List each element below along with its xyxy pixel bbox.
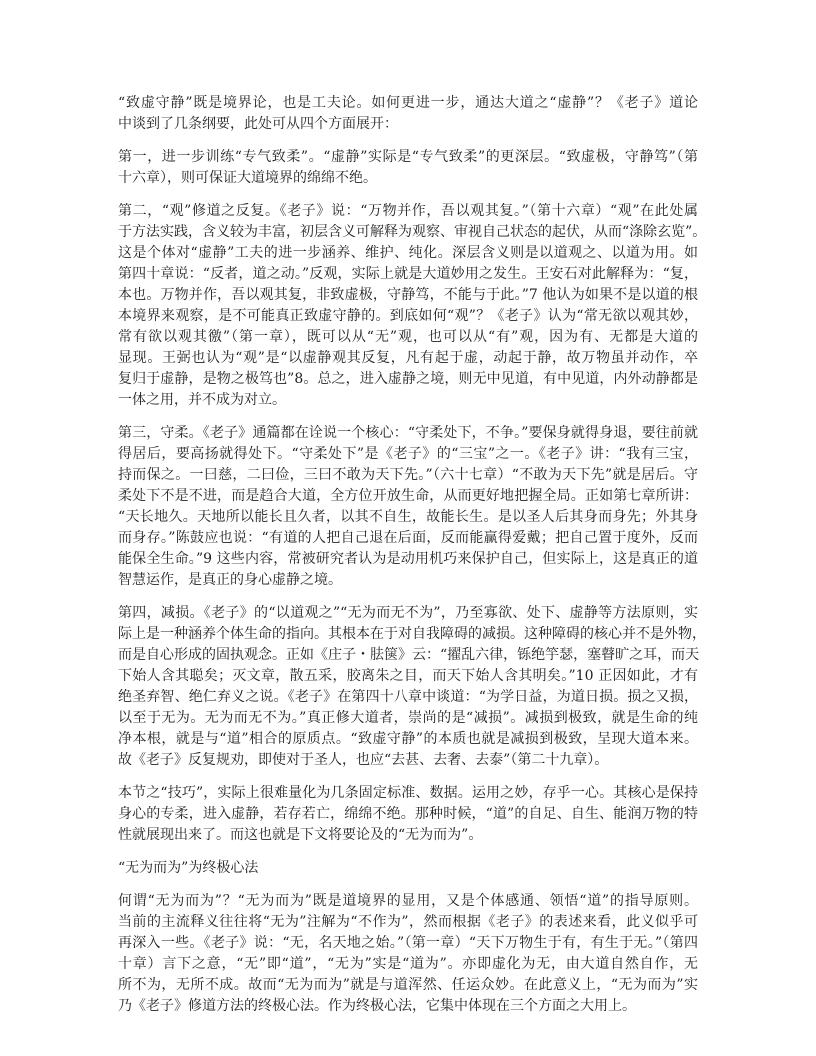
text-line: 于方法实践，含义较为丰富，初层含义可解释为观察、审视自己状态的起伏，从而“涤除玄览”。 [118,224,707,240]
text-line: 而身存。”陈鼓应也说：“有道的人把自己退在后面，反而能赢得爱戴；把自己置于度外，反而 [118,530,698,546]
heading-text: “无为而为”为终极心法 [118,860,259,876]
text-line: 一体之用，并不成为对立。 [118,392,286,408]
text-line: 本节之“技巧”，实际上很难量化为几条固定标准、数据。运用之妙，存乎一心。其核心是保持 [118,785,698,801]
text-line: 本境界来观察，是不可能真正致虚守静的。到底如何“观”？《老子》认为“常无欲以观其妙， [118,308,698,324]
text-line: 第二，“观”修道之反复。《老子》说：“万物并作，吾以观其复。”（第十六章）“观”在此处属 [118,203,698,219]
text-line: 显现。王弼也认为“观”是“以虚静观其反复，凡有起于虚，动起于静，故万物虽并动作，卒 [118,350,698,366]
text-line: 第三，守柔。《老子》通篇都在诠说一个核心：“守柔处下，不争。”要保身就得身退，要往前就 [118,425,698,441]
text-line: 所不为，无所不成。故而“无为而为”就是与道浑然、任运众妙。在此意义上，“无为而为”实 [118,977,698,993]
text-line: 当前的主流释义往往将“无为”注解为“不作为”，然而根据《老子》的表述来看，此义似乎可 [118,914,698,930]
paragraph [118,423,698,591]
text-line: 第四，减损。《老子》的“以道观之”“无为而无不为”，乃至寡欲、处下、虚静等方法原则，实 [118,605,698,621]
text-line: 持而保之。一曰慈，二曰俭，三曰不敢为天下先。”（六十七章）“不敢为天下先”就是居后。守 [118,467,698,483]
text-line: “天长地久。天地所以能长且久者，以其不自生，故能长生。是以圣人后其身而身先；外其身 [118,509,698,525]
document-body [118,93,707,1029]
paragraph [118,603,706,771]
section-heading [118,858,698,879]
text-line: 故《老子》反复规劝，即使对于圣人，也应“去甚、去奢、去泰”（第二十九章）。 [118,752,609,768]
text-line: 第一，进一步训练“专气致柔”。“虚静”实际是“专气致柔”的更深层。“致虚极，守静笃”（第 [118,149,698,165]
text-line: 十章）言下之意，“无”即“道”，“无为”实是“道为”。亦即虚化为无，由大道自然自作，无 [118,956,698,972]
text-line: 下始人含其聪矣；灭文章，散五采，胶离朱之目，而天下始人含其明矣。”10 正因如此，才有 [118,668,698,684]
paragraph [118,93,698,135]
text-line: 中谈到了几条纲要，此处可从四个方面展开： [118,116,398,132]
text-line: 性就展现出来了。而这也就是下文将要论及的“无为而为”。 [118,827,483,843]
text-line: 乃《老子》修道方法的终极心法。作为终极心法，它集中体现在三个方面之大用上。 [118,998,636,1014]
text-line: 第四十章说：“反者，道之动。”反观，实际上就是大道妙用之发生。王安石对此解释为：“复， [118,266,698,282]
text-line: 柔处下不是不进，而是趋合大道，全方位开放生命，从而更好地把握全局。正如第七章所讲： [118,488,698,504]
text-line: 际上是一种涵养个体生命的指向。其根本在于对自我障碍的减损。这种障碍的核心并不是外物， [118,626,706,642]
text-line: 净本根，就是与“道”相合的原质点。“致虚守静”的本质也就是减损到极致，呈现大道本来。 [118,731,698,747]
text-line: 以至于无为。无为而无不为。”真正修大道者，崇尚的是“减损”。减损到极致，就是生命的纯 [118,710,698,726]
text-line: 复归于虚静，是物之极笃也”8。总之，进入虚静之境，则无中见道，有中见道，内外动静都是 [118,371,698,387]
text-line: 何谓“无为而为”？“无为而为”既是道境界的显用，又是个体感通、领悟“道”的指导原则。 [118,893,698,909]
text-line: 常有欲以观其徼”（第一章），既可以从“无”观，也可以从“有”观，因为有、无都是大道的 [118,329,698,345]
text-line: 绝圣弃智、绝仁弃义之说。《老子》在第四十八章中谈道：“为学日益，为道日损。损之又损， [118,689,698,705]
text-line: 能保全生命。”9 这些内容，常被研究者认为是动用机巧来保护自己，但实际上，这是真正的道 [118,551,698,567]
text-line: 十六章），则可保证大道境界的绵绵不绝。 [118,170,377,186]
text-line: 本也。万物并作，吾以观其复，非致虚极，守静笃，不能与于此。”7 他认为如果不是以道的根 [118,287,698,303]
paragraph [118,147,698,189]
text-line: 这是个体对“虚静”工夫的进一步涵养、维护、纯化。深层含义则是以道观之、以道为用。如 [118,245,698,261]
paragraph [118,891,698,1017]
text-line: 得居后，要高扬就得处下。“守柔处下”是《老子》的“三宝”之一。《老子》讲：“我有三宝， [118,446,698,462]
text-line: “致虚守静”既是境界论，也是工夫论。如何更进一步，通达大道之“虚静”？《老子》道论 [118,95,698,111]
text-line: 再深入一些。《老子》说：“无，名天地之始。”（第一章）“天下万物生于有，有生于无。”（第四 [118,935,698,951]
paragraph [118,783,698,846]
text-line: 而是自心形成的固执观念。正如《庄子・胠箧》云：“擢乱六律，铄绝竽瑟，塞瞽旷之耳，而天 [118,647,700,663]
text-line: 身心的专柔，进入虚静，若存若亡，绵绵不绝。那种时候，“道”的自足、自生、能润万物的特 [118,806,698,822]
paragraph [118,201,707,411]
text-line: 智慧运作，是真正的身心虚静之境。 [118,572,342,588]
